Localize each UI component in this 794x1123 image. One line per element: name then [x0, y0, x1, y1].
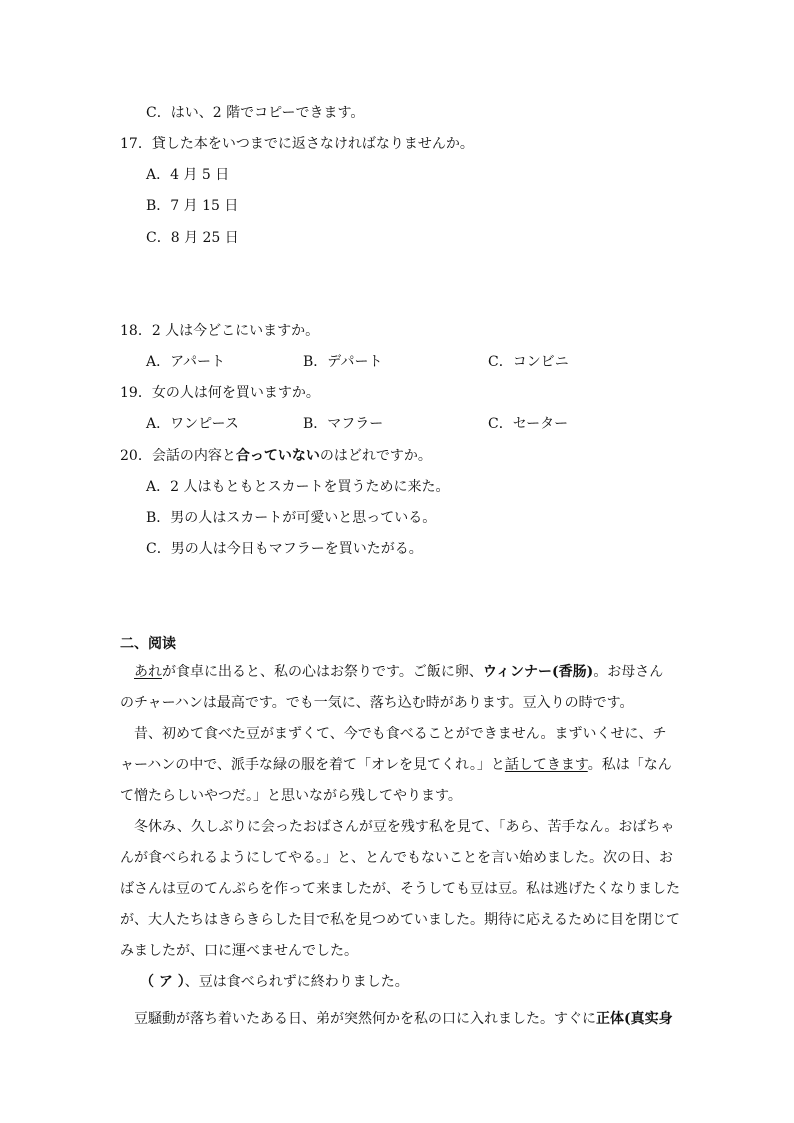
reading-paragraph-5-line-1	[120, 1004, 680, 1035]
q19-option-b: B．マフラー	[303, 416, 384, 432]
reading-text: 豆騒動が落ち着いたある日、弟が突然何かを私の口に入れました。すぐに	[120, 1011, 596, 1027]
q17-option-c: C．8 月 25 日	[146, 230, 239, 246]
reading-paragraph-2-line-2	[120, 750, 680, 781]
reading-paragraph-3-line-4: が、大人たちはきらきらした目で私を見つめていました。期待に応えるために目を閉じて	[120, 912, 680, 928]
reading-paragraph-1-line-2: のチャーハンは最高です。でも一気に、落ち込む時があります。豆入りの時です。	[120, 695, 634, 711]
q19-option-a: A．ワンピース	[146, 416, 239, 432]
reading-text: 。私は「なん	[587, 757, 672, 773]
q18-option-c: C．コンビニ	[488, 354, 569, 370]
reading-text: 、豆は食べられずに終わりました。	[184, 974, 409, 990]
q19-question: 19．女の人は何を買いますか。	[120, 385, 320, 401]
reading-blank-a: （ ア ）	[140, 974, 185, 990]
reading-paragraph-3-line-3: ばさんは豆のてんぷらを作って来ましたが、そうしても豆は豆。私は逃げたくなりました	[120, 881, 680, 897]
q20-question-pre: 20．会話の内容と	[120, 448, 236, 464]
reading-text: が食卓に出ると、私の心はお祭りです。ご飯に卵、	[162, 664, 483, 680]
q19-option-c: C．セーター	[488, 416, 569, 432]
q18-option-b: B．デパート	[303, 354, 383, 370]
q20-option-b: B．男の人はスカートが可愛いと思っている。	[146, 510, 437, 526]
q17-option-b: B．7 月 15 日	[146, 198, 239, 214]
q18-option-a: A．アパート	[146, 354, 225, 370]
reading-paragraph-3-line-5: みましたが、口に運べませんでした。	[120, 943, 358, 959]
q20-question-emphasis: 合っていない	[235, 448, 320, 464]
q20-question	[120, 446, 432, 466]
q17-question: 17．貸した本をいつまでに返さなければなりませんか。	[120, 136, 474, 152]
reading-term-shoutai: 正体(真实身	[596, 1011, 673, 1027]
reading-paragraph-3-line-2: んが食べられるようにしてやる。」と、とんでもないことを言い始めました。次の日、お	[120, 850, 673, 866]
q18-question: 18．2 人は今どこにいますか。	[120, 323, 320, 339]
reading-paragraph-2-line-3: て憎たらしいやつだ。」と思いながら残してやります。	[120, 788, 462, 804]
q20-question-post: のはどれですか。	[319, 448, 432, 464]
reading-paragraph-2-line-1: 昔、初めて食べた豆がまずくて、今でも食べることができません。まずいくせに、チ	[120, 726, 667, 742]
q16-option-c: C．はい、2 階でコピーできます。	[146, 105, 365, 121]
reading-text: 。お母さん	[593, 664, 664, 680]
reading-text: ャーハンの中で、派手な緑の服を着て「オレを見てくれ。」と	[120, 757, 505, 773]
reading-heading: 二、阅读	[120, 636, 176, 652]
q20-option-c: C．男の人は今日もマフラーを買いたがる。	[146, 541, 423, 557]
reading-term-hanashite: 話してきます	[504, 757, 588, 773]
q17-option-a: A．4 月 5 日	[146, 167, 230, 183]
q20-option-a: A．2 人はもともとスカートを買うために来た。	[146, 479, 450, 495]
reading-paragraph-4	[120, 967, 680, 998]
reading-term-are: あれ	[134, 664, 162, 680]
reading-paragraph-1-line-1	[120, 657, 680, 688]
reading-paragraph-3-line-1: 冬休み、久しぶりに会ったおばさんが豆を残す私を見て、「あら、苦手なん。おばちゃ	[120, 819, 675, 835]
reading-term-wiener: ウィンナー(香肠)	[482, 664, 594, 680]
